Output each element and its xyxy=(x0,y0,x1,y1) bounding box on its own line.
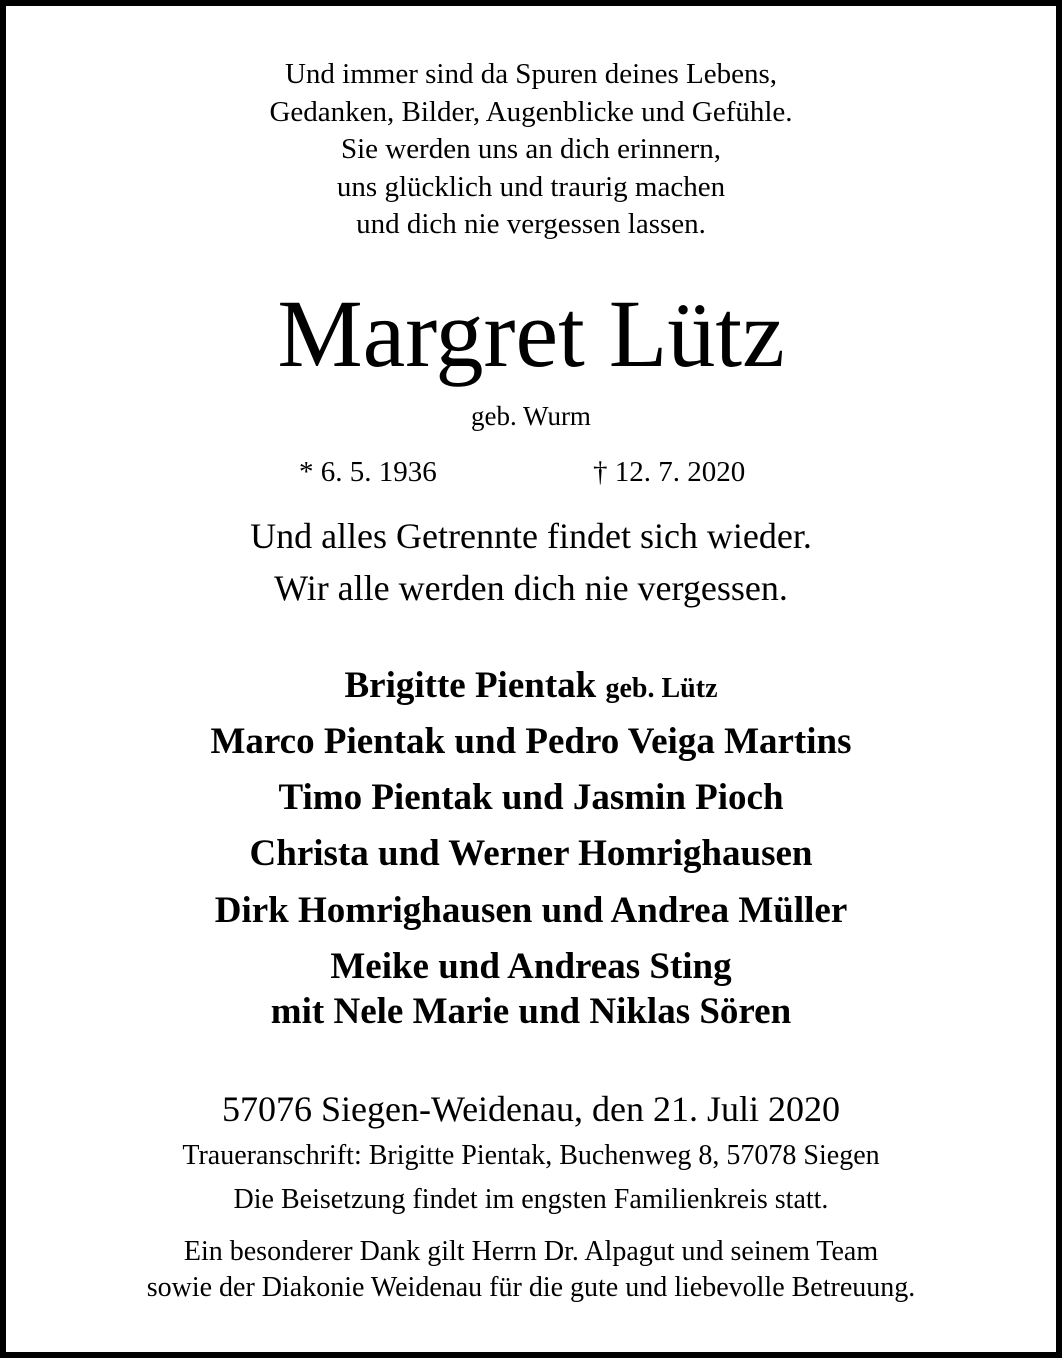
poem-line-3: Sie werden uns an dich erinnern, xyxy=(340,133,722,165)
poem-line-4: uns glücklich und traurig machen xyxy=(336,171,726,203)
poem-line-2: Gedanken, Bilder, Augenblicke und Gefühle. xyxy=(269,96,793,128)
quote-line-2: Wir alle werden dich nie vergessen. xyxy=(274,568,788,608)
death-date: † 12. 7. 2020 xyxy=(593,456,746,488)
place-and-date: 57076 Siegen-Weidenau, den 21. Juli 2020 xyxy=(222,1089,840,1129)
mourner-line-7: mit Nele Marie und Niklas Sören xyxy=(270,991,792,1032)
quote-line-1: Und alles Getrennte findet sich wieder. xyxy=(250,516,812,556)
mourner-line-4: Christa und Werner Homrighausen xyxy=(249,833,813,874)
deceased-name: Margret Lütz xyxy=(277,280,785,387)
poem-line-5: und dich nie vergessen lassen. xyxy=(356,208,706,240)
mourning-address: Traueranschrift: Brigitte Pientak, Buchenweg 8, 57078 Siegen xyxy=(182,1140,880,1171)
life-dates xyxy=(6,458,1056,490)
mourner-name: Brigitte Pientak xyxy=(344,665,597,706)
mourner-line-6: Meike und Andreas Sting xyxy=(330,946,732,987)
maiden-name: geb. Wurm xyxy=(471,401,591,431)
mourner-line-5: Dirk Homrighausen und Andrea Müller xyxy=(214,890,848,931)
birth-date: * 6. 5. 1936 xyxy=(299,456,437,488)
mourner-line-2: Marco Pientak und Pedro Veiga Martins xyxy=(210,721,852,762)
mourner-line-1 xyxy=(6,667,1056,704)
thanks-line-1: Ein besonderer Dank gilt Herrn Dr. Alpagut und seinem Team xyxy=(183,1236,879,1267)
mourner-line-3: Timo Pientak und Jasmin Pioch xyxy=(278,777,784,818)
poem-line-1: Und immer sind da Spuren deines Lebens, xyxy=(284,58,778,90)
thanks-line-2: sowie der Diakonie Weidenau für die gute und liebevolle Betreuung. xyxy=(146,1272,916,1303)
mourner-maiden-suffix: geb. Lütz xyxy=(605,673,718,704)
funeral-note: Die Beisetzung findet im engsten Familienkreis statt. xyxy=(233,1184,829,1215)
